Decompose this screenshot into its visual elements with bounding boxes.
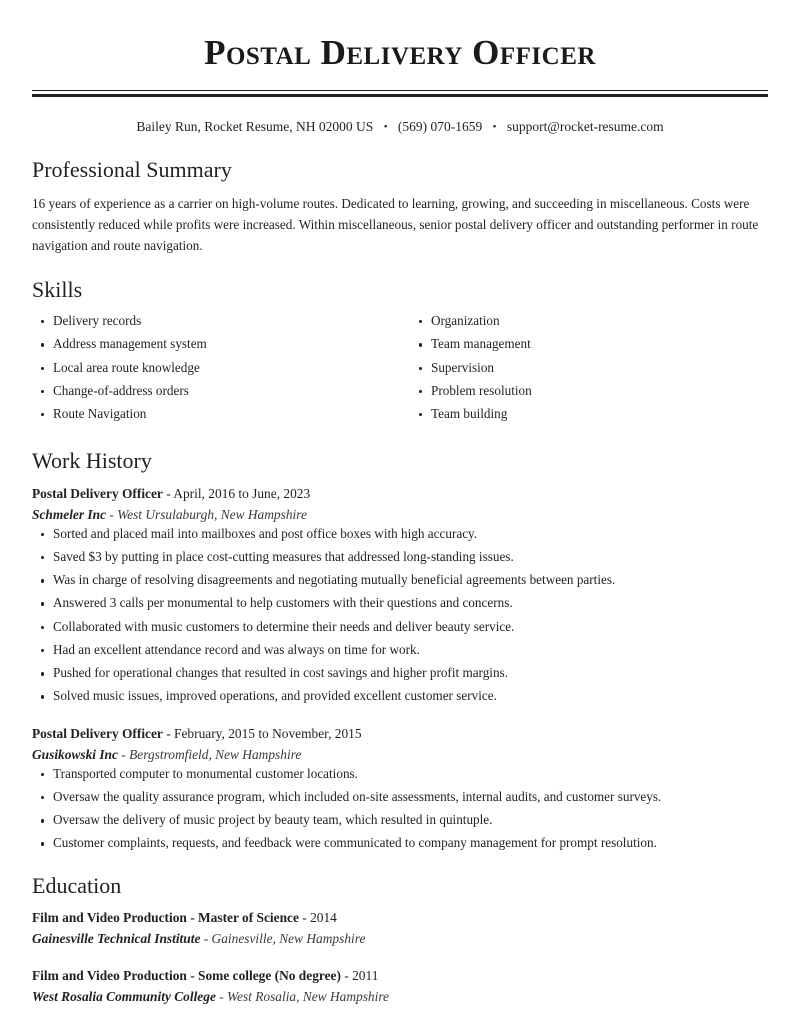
list-item: Team building — [410, 405, 768, 423]
summary-text: 16 years of experience as a carrier on high-volume routes. Dedicated to learning, growing, and succeeding in miscellaneous. Costs were consistently reduced while profits were increased. Within miscellaneous, senior postal delivery officer and outstanding performer in route navigation and route navigation. — [32, 195, 759, 254]
education-school-line — [32, 929, 768, 949]
education-separator: - — [200, 931, 212, 947]
skills-column-right — [400, 312, 768, 428]
list-item: Delivery records — [32, 312, 400, 330]
education-year: 2011 — [352, 968, 379, 984]
education-separator: - — [340, 968, 353, 984]
education-school-line — [32, 987, 768, 1007]
job-company-line — [32, 745, 768, 765]
list-item: Transported computer to monumental customer locations. — [32, 765, 768, 783]
job-bullet-list — [32, 525, 768, 706]
section-heading-skills: Skills — [32, 276, 83, 302]
education-school: West Rosalia Community College — [32, 989, 216, 1005]
education-entry — [32, 966, 768, 1007]
job-title-line — [32, 724, 768, 744]
list-item: Change-of-address orders — [32, 382, 400, 400]
job-company-line — [32, 505, 768, 525]
section-heading-work-history: Work History — [32, 448, 152, 474]
education-degree: Film and Video Production - Some college (No degree) — [32, 968, 341, 984]
contact-email: support@rocket-resume.com — [506, 119, 664, 135]
list-item: Answered 3 calls per monumental to help customers with their questions and concerns. — [32, 594, 768, 612]
work-history-entry — [32, 484, 768, 706]
list-item: Oversaw the delivery of music project by beauty team, which resulted in quintuple. — [32, 811, 768, 829]
job-separator: - — [106, 506, 118, 522]
header-divider — [32, 90, 768, 97]
education-separator: - — [215, 989, 228, 1005]
job-title: Postal Delivery Officer — [32, 725, 163, 741]
list-item: Problem resolution — [410, 382, 768, 400]
education-degree-line — [32, 966, 768, 986]
job-dates: February, 2015 to November, 2015 — [174, 725, 362, 741]
job-title: Postal Delivery Officer — [32, 485, 163, 501]
job-separator: - — [117, 746, 130, 762]
education-degree-line — [32, 908, 768, 928]
job-dates: April, 2016 to June, 2023 — [173, 485, 311, 501]
work-history-entry — [32, 724, 768, 853]
section-work-history — [32, 448, 768, 852]
education-degree: Film and Video Production - Master of Science — [32, 910, 299, 926]
skills-list-right — [410, 312, 768, 423]
list-item: Address management system — [32, 335, 400, 353]
section-skills — [32, 277, 768, 428]
list-item: Local area route knowledge — [32, 359, 400, 377]
list-item: Customer complaints, requests, and feedback were communicated to company management for prompt resolution. — [32, 834, 768, 852]
job-separator: - — [162, 725, 175, 741]
education-entry — [32, 908, 768, 949]
education-separator: - — [298, 910, 311, 926]
skills-column-left — [32, 312, 400, 428]
list-item: Had an excellent attendance record and was always on time for work. — [32, 641, 768, 659]
job-company: Schmeler Inc — [32, 506, 107, 522]
job-separator: - — [162, 485, 174, 501]
list-item: Organization — [410, 312, 768, 330]
section-heading-summary: Professional Summary — [32, 157, 232, 183]
job-company: Gusikowski Inc — [32, 746, 118, 762]
contact-address: Bailey Run, Rocket Resume, NH 02000 US — [136, 119, 374, 135]
contact-separator-2: • — [492, 121, 497, 134]
divider-rule-thick — [32, 94, 768, 97]
list-item: Oversaw the quality assurance program, which included on-site assessments, internal audits, and customer surveys. — [32, 788, 768, 806]
job-title-line — [32, 484, 768, 504]
list-item: Sorted and placed mail into mailboxes and post office boxes with high accuracy. — [32, 525, 768, 543]
education-location: West Rosalia, New Hampshire — [227, 989, 389, 1005]
education-location: Gainesville, New Hampshire — [211, 931, 366, 947]
page-title: Postal Delivery Officer — [204, 33, 596, 72]
list-item: Collaborated with music customers to determine their needs and deliver beauty service. — [32, 618, 768, 636]
list-item: Was in charge of resolving disagreements and negotiating mutually beneficial agreements between parties. — [32, 571, 768, 589]
job-location: West Ursulaburgh, New Hampshire — [117, 506, 307, 522]
section-education — [32, 873, 768, 1008]
list-item: Team management — [410, 335, 768, 353]
job-bullet-list — [32, 765, 768, 853]
contact-separator-1: • — [383, 121, 388, 134]
list-item: Route Navigation — [32, 405, 400, 423]
list-item: Saved $3 by putting in place cost-cutting measures that addressed long-standing issues. — [32, 548, 768, 566]
section-professional-summary — [32, 157, 768, 257]
contact-line — [32, 118, 768, 137]
education-school: Gainesville Technical Institute — [32, 931, 201, 947]
list-item: Supervision — [410, 359, 768, 377]
contact-phone: (569) 070-1659 — [397, 119, 483, 135]
skills-columns — [32, 312, 768, 428]
section-heading-education: Education — [32, 872, 122, 898]
list-item: Pushed for operational changes that resulted in cost savings and higher profit margins. — [32, 664, 768, 682]
skills-list-left — [32, 312, 400, 423]
education-year: 2014 — [310, 910, 337, 926]
job-location: Bergstromfield, New Hampshire — [129, 746, 302, 762]
list-item: Solved music issues, improved operations, and provided excellent customer service. — [32, 687, 768, 705]
